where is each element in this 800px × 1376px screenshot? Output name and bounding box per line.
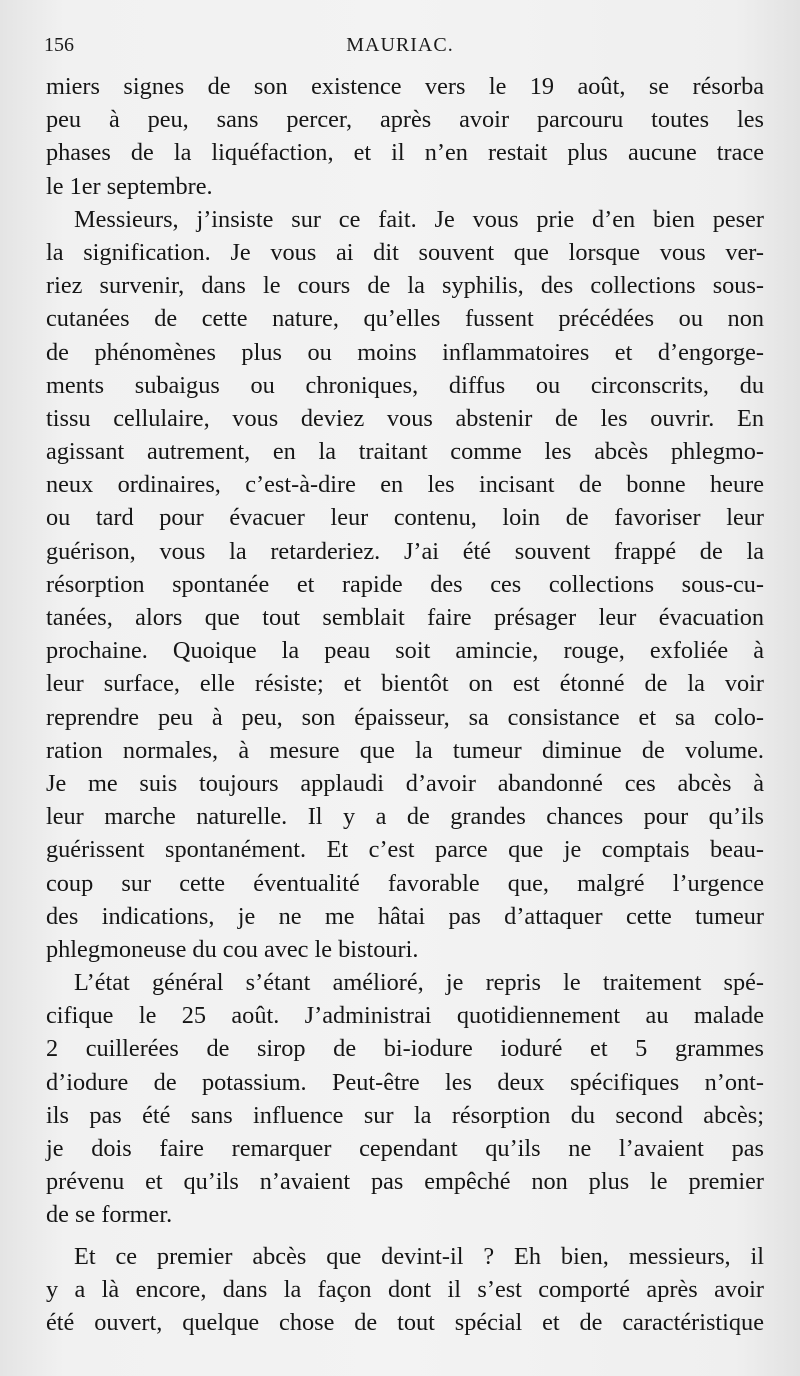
text-line: ration normales, à mesure que la tumeur diminue de volume. [46, 736, 764, 764]
text-line: tanées, alors que tout semblait faire présager leur évacuation [46, 604, 764, 631]
text-line: la signification. Je vous ai dit souvent que lorsque vous ver- [46, 238, 764, 266]
text-line: été ouvert, quelque chose de tout spécial et de caractéristique [46, 1308, 764, 1336]
text-line: d’iodure de potassium. Peut-être les deux spécifiques n’ont- [46, 1068, 764, 1096]
text-line: ou tard pour évacuer leur contenu, loin de favoriser leur [46, 504, 764, 532]
text-line: reprendre peu à peu, son épaisseur, sa consistance et sa colo- [46, 703, 764, 731]
text-line: coup sur cette éventualité favorable que, malgré l’urgence [46, 869, 764, 897]
paragraph-2 [46, 203, 764, 966]
text-line: prochaine. Quoique la peau soit amincie, rouge, exfoliée à [46, 637, 764, 665]
text-line: leur surface, elle résiste; et bientôt on est étonné de la voir [46, 670, 764, 698]
text-line: riez survenir, dans le cours de la syphilis, des collections sous- [46, 272, 764, 300]
text-line: résorption spontanée et rapide des ces collections sous-cu- [46, 570, 764, 598]
text-line: des indications, je ne me hâtai pas d’attaquer cette tumeur [46, 902, 764, 930]
running-title: MAURIAC. [346, 34, 454, 56]
text-line: de se former. [46, 1201, 173, 1229]
text-line: agissant autrement, en la traitant comme les abcès phlegmo- [46, 438, 764, 466]
text-line: Et ce premier abcès que devint-il ? Eh bien, messieurs, il [74, 1242, 764, 1270]
text-line: Je me suis toujours applaudi d’avoir abandonné ces abcès à [46, 769, 764, 797]
text-line: neux ordinaires, c’est-à-dire en les incisant de bonne heure [46, 471, 764, 499]
text-line: le 1er septembre. [46, 172, 213, 200]
paragraph-gap [46, 1232, 764, 1240]
text-line: L’état général s’étant amélioré, je repris le traitement spé- [74, 969, 764, 997]
text-line: guérissent spontanément. Et c’est parce que je comptais beau- [46, 836, 764, 864]
text-line: de phénomènes plus ou moins inflammatoires et d’engorge- [46, 338, 764, 366]
text-line: phases de la liquéfaction, et il n’en restait plus aucune trace [46, 139, 764, 167]
text-line: leur marche naturelle. Il y a de grandes chances pour qu’ils [46, 803, 764, 831]
text-line: cifique le 25 août. J’administrai quotidiennement au malade [46, 1002, 764, 1030]
text-line: Messieurs, j’insiste sur ce fait. Je vous prie d’en bien peser [74, 205, 764, 233]
paragraph-3 [46, 966, 764, 1232]
text-line: y a là encore, dans la façon dont il s’est comporté après avoir [46, 1275, 764, 1303]
text-line: cutanées de cette nature, qu’elles fussent précédées ou non [46, 305, 764, 333]
text-line: ments subaigus ou chroniques, diffus ou circonscrits, du [46, 371, 764, 399]
text-line: peu à peu, sans percer, après avoir parcouru toutes les [46, 106, 764, 134]
text-line: je dois faire remarquer cependant qu’ils ne l’avaient pas [46, 1135, 764, 1162]
text-line: prévenu et qu’ils n’avaient pas empêché non plus le premier [46, 1168, 764, 1196]
text-line: miers signes de son existence vers le 19 août, se résorba [46, 73, 764, 100]
paragraph-4 [46, 1240, 764, 1340]
text-line: guérison, vous la retarderiez. J’ai été souvent frappé de la [46, 537, 764, 565]
text-line: phlegmoneuse du cou avec le bistouri. [46, 935, 419, 963]
text-line: ils pas été sans influence sur la résorption du second abcès; [46, 1101, 764, 1129]
page-number: 156 [44, 34, 74, 56]
text-line: 2 cuillerées de sirop de bi-iodure ioduré et 5 grammes [46, 1035, 764, 1063]
paragraph-1 [46, 70, 764, 203]
text-line: tissu cellulaire, vous deviez vous abstenir de les ouvrir. En [46, 404, 764, 432]
running-head [44, 34, 756, 62]
body-text [46, 70, 764, 1339]
